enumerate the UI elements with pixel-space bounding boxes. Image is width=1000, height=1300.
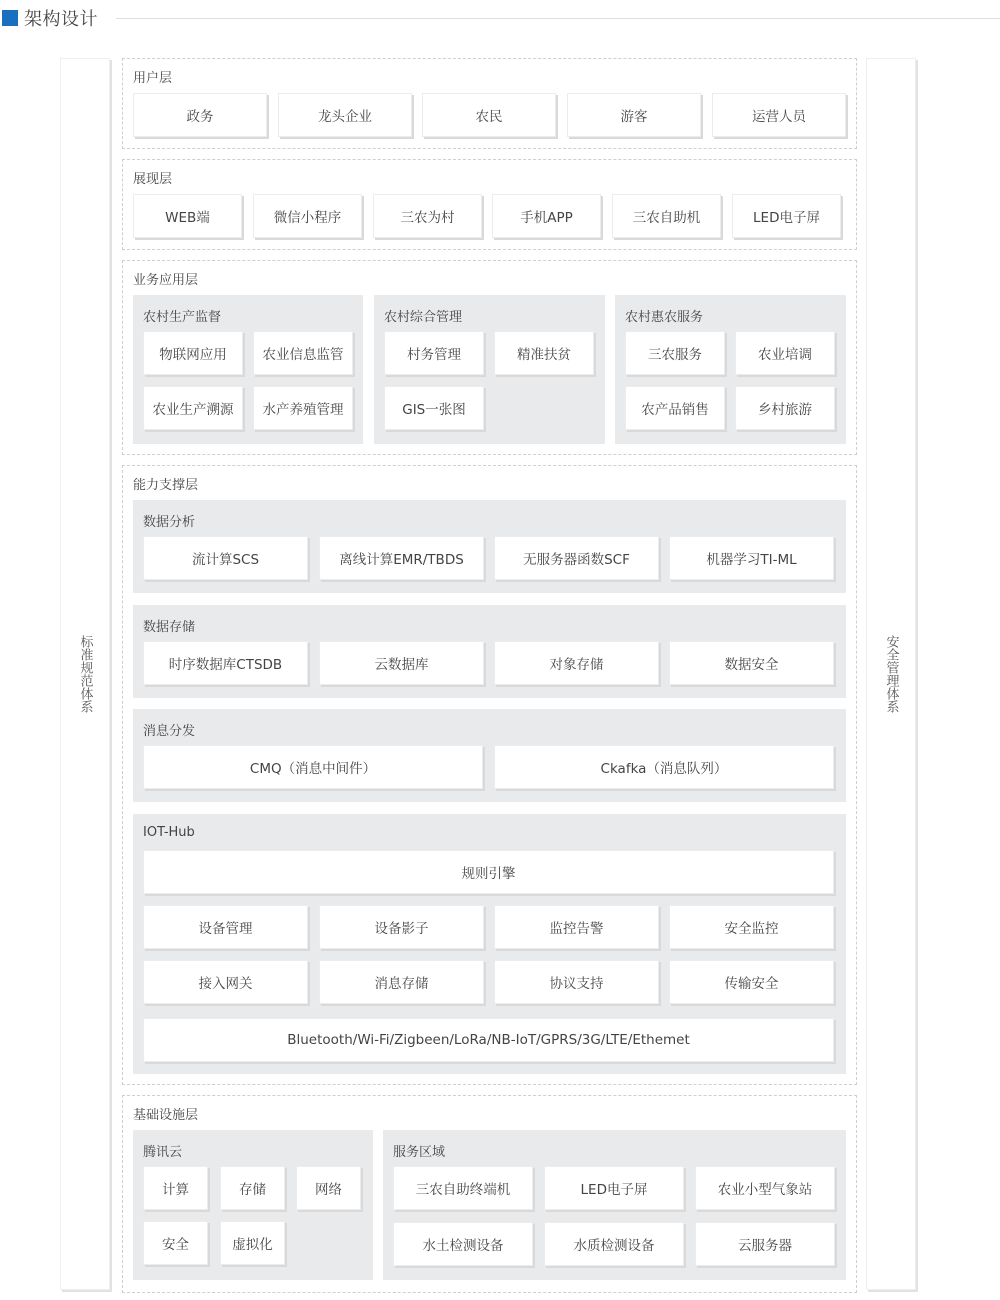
user-card[interactable]: 龙头企业 xyxy=(278,93,412,137)
capability-card[interactable]: 离线计算EMR/TBDS xyxy=(319,536,484,580)
infra-card[interactable]: 三农自助终端机 xyxy=(393,1166,533,1210)
capability-card[interactable]: 云数据库 xyxy=(319,641,484,685)
rural-comprehensive-management-group xyxy=(374,295,605,444)
capability-card[interactable]: 数据安全 xyxy=(669,641,834,685)
business-card[interactable]: 乡村旅游 xyxy=(735,386,835,430)
standards-system-panel xyxy=(60,58,110,1290)
layer-title: 基础设施层 xyxy=(133,1108,199,1123)
business-card[interactable]: 村务管理 xyxy=(384,331,484,375)
iot-card[interactable]: 监控告警 xyxy=(494,905,659,949)
data-analysis-group xyxy=(133,500,846,593)
group-title: 消息分发 xyxy=(143,724,196,739)
infra-card[interactable]: 虚拟化 xyxy=(220,1221,285,1265)
user-card[interactable]: 政务 xyxy=(133,93,267,137)
infra-card[interactable]: 计算 xyxy=(143,1166,208,1210)
group-title: 数据存储 xyxy=(143,620,196,635)
presentation-card[interactable]: 三农为村 xyxy=(373,194,482,238)
presentation-card[interactable]: 手机APP xyxy=(492,194,601,238)
iot-hub-group xyxy=(133,814,846,1074)
capability-card[interactable]: 流计算SCS xyxy=(143,536,308,580)
infra-card[interactable]: 网络 xyxy=(296,1166,361,1210)
capability-card[interactable]: 无服务器函数SCF xyxy=(494,536,659,580)
rural-production-supervision-group xyxy=(133,295,363,444)
business-card[interactable]: 农业培调 xyxy=(735,331,835,375)
infra-card[interactable]: 水质检测设备 xyxy=(544,1222,684,1266)
business-card[interactable]: 三农服务 xyxy=(625,331,725,375)
business-card[interactable]: GIS一张图 xyxy=(384,386,484,430)
business-card[interactable]: 水产养殖管理 xyxy=(253,386,353,430)
presentation-card[interactable]: 微信小程序 xyxy=(253,194,362,238)
message-distribution-group xyxy=(133,709,846,802)
presentation-card[interactable]: LED电子屏 xyxy=(732,194,841,238)
business-card[interactable]: 农产品销售 xyxy=(625,386,725,430)
user-layer xyxy=(122,58,857,149)
business-card[interactable]: 农业信息监管 xyxy=(253,331,353,375)
presentation-card[interactable]: WEB端 xyxy=(133,194,242,238)
page-title: 架构设计 xyxy=(24,9,98,30)
iot-card[interactable]: 消息存储 xyxy=(319,960,484,1004)
infra-card[interactable]: 农业小型气象站 xyxy=(695,1166,835,1210)
business-layer xyxy=(122,260,857,455)
layer-title: 用户层 xyxy=(133,71,173,86)
user-card[interactable]: 农民 xyxy=(422,93,556,137)
infra-card[interactable]: 水土检测设备 xyxy=(393,1222,533,1266)
infra-card[interactable]: 安全 xyxy=(143,1221,208,1265)
data-storage-group xyxy=(133,605,846,698)
capability-card[interactable]: CMQ（消息中间件） xyxy=(143,745,483,789)
group-title: 服务区域 xyxy=(393,1145,446,1160)
security-management-label: 安全管理体系 xyxy=(883,635,899,713)
service-area-group xyxy=(383,1130,846,1280)
security-management-panel xyxy=(866,58,916,1290)
standards-system-label: 标准规范体系 xyxy=(77,635,93,713)
business-card[interactable]: 农业生产溯源 xyxy=(143,386,243,430)
group-title: 农村综合管理 xyxy=(384,310,463,325)
presentation-layer xyxy=(122,159,857,250)
business-card[interactable]: 物联网应用 xyxy=(143,331,243,375)
iot-card[interactable]: 接入网关 xyxy=(143,960,308,1004)
rural-benefit-services-group xyxy=(615,295,846,444)
presentation-card[interactable]: 三农自助机 xyxy=(612,194,721,238)
group-title: 数据分析 xyxy=(143,515,196,530)
capability-card[interactable]: Ckafka（消息队列） xyxy=(494,745,834,789)
group-title: 腾讯云 xyxy=(143,1145,183,1160)
page-header xyxy=(0,5,1000,31)
iot-card[interactable]: 设备影子 xyxy=(319,905,484,949)
iot-card[interactable]: 传输安全 xyxy=(669,960,834,1004)
capability-card[interactable]: 对象存储 xyxy=(494,641,659,685)
rule-engine-card[interactable]: 规则引擎 xyxy=(143,850,834,894)
tencent-cloud-group xyxy=(133,1130,373,1280)
group-title: 农村生产监督 xyxy=(143,310,222,325)
group-title: IOT-Hub xyxy=(143,825,195,840)
group-title: 农村惠农服务 xyxy=(625,310,704,325)
infrastructure-layer xyxy=(122,1095,857,1293)
iot-card[interactable]: 设备管理 xyxy=(143,905,308,949)
user-card[interactable]: 运营人员 xyxy=(712,93,846,137)
business-card[interactable]: 精准扶贫 xyxy=(494,331,594,375)
capability-layer xyxy=(122,465,857,1085)
title-marker xyxy=(2,10,18,26)
iot-card[interactable]: 协议支持 xyxy=(494,960,659,1004)
protocols-card[interactable]: Bluetooth/Wi-Fi/Zigbeen/LoRa/NB-IoT/GPRS/3G/LTE/Ethemet xyxy=(143,1018,834,1062)
iot-card[interactable]: 安全监控 xyxy=(669,905,834,949)
infra-card[interactable]: LED电子屏 xyxy=(544,1166,684,1210)
layer-title: 展现层 xyxy=(133,172,173,187)
infra-card[interactable]: 云服务器 xyxy=(695,1222,835,1266)
infra-card[interactable]: 存储 xyxy=(220,1166,285,1210)
capability-card[interactable]: 机器学习TI-ML xyxy=(669,536,834,580)
header-divider xyxy=(116,18,1000,19)
layer-title: 业务应用层 xyxy=(133,273,199,288)
user-card[interactable]: 游客 xyxy=(567,93,701,137)
layer-title: 能力支撑层 xyxy=(133,478,199,493)
capability-card[interactable]: 时序数据库CTSDB xyxy=(143,641,308,685)
